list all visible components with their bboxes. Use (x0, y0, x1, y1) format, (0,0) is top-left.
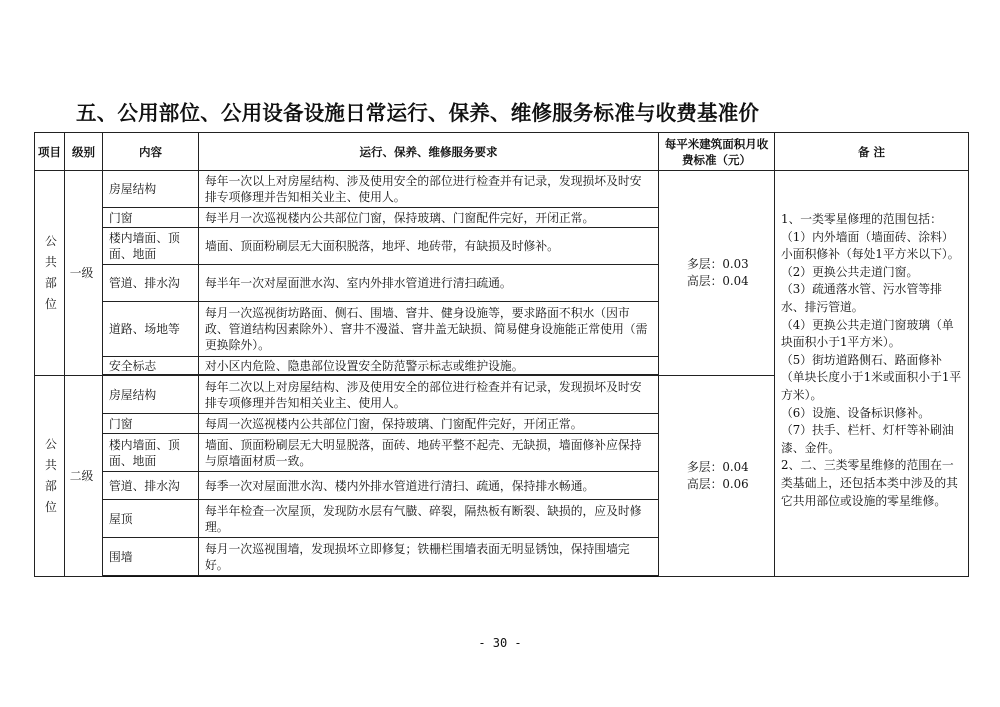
requirement-cell: 墙面、顶面粉刷层无大面积脱落，地坪、地砖带，有缺损及时修补。 (199, 228, 659, 265)
requirement-cell: 每半月一次巡视楼内公共部位门窗，保持玻璃、门窗配件完好，开闭正常。 (199, 208, 659, 228)
header-row (35, 133, 969, 171)
page-title: 五、公用部位、公用设备设施日常运行、保养、维修服务标准与收费基准价 (76, 101, 760, 125)
fee-cell (659, 376, 775, 577)
page-number: - 30 - (478, 636, 522, 650)
requirement-cell: 每半年检查一次屋顶，发现防水层有气臌、碎裂，隔热板有断裂、缺损的，应及时修理。 (199, 500, 659, 538)
item-cell: 公共部位 (35, 376, 65, 577)
fee-highrise: 高层：0.06 (687, 477, 749, 491)
header-level: 级别 (65, 133, 103, 171)
header-remark: 备 注 (775, 133, 969, 171)
fee-highrise: 高层：0.04 (687, 274, 749, 288)
requirement-cell: 墙面、顶面粉刷层无大明显脱落，面砖、地砖平整不起壳、无缺损，墙面修补应保持与原墙面材质一致。 (199, 434, 659, 472)
requirement-cell: 每年一次以上对房屋结构、涉及使用安全的部位进行检查并有记录，发现损坏及时安排专项修理并告知相关业主、使用人。 (199, 171, 659, 208)
level-cell: 二级 (65, 376, 103, 577)
level-cell: 一级 (65, 171, 103, 376)
content-cell: 安全标志 (103, 357, 199, 375)
remark-line: （5）街坊道路侧石、路面修补（单块长度小于1米或面积小于1平方米）。 (781, 352, 962, 402)
item-cell: 公共部位 (35, 171, 65, 376)
fee-multistorey: 多层：0.03 (687, 257, 749, 271)
content-cell: 门窗 (103, 208, 199, 228)
fee-multistorey: 多层：0.04 (687, 460, 749, 474)
requirement-cell: 每半年一次对屋面泄水沟、室内外排水管道进行清扫疏通。 (199, 265, 659, 302)
remark-line: （4）更换公共走道门窗玻璃（单块面积小于1平方米）。 (781, 317, 954, 350)
content-cell: 楼内墙面、顶面、地面 (103, 228, 199, 265)
content-cell: 房屋结构 (103, 171, 199, 208)
content-cell: 房屋结构 (103, 376, 199, 414)
header-content: 内容 (103, 133, 199, 171)
header-requirement: 运行、保养、维修服务要求 (199, 133, 659, 171)
remark-line: （2）更换公共走道门窗。 (781, 264, 919, 279)
remark-line: （6）设施、设备标识修补。 (781, 405, 931, 420)
remark-line: 1、一类零星修理的范围包括： (781, 212, 942, 226)
content-cell: 道路、场地等 (103, 302, 199, 357)
header-fee: 每平米建筑面积月收费标准（元） (659, 133, 775, 171)
content-cell: 围墙 (103, 538, 199, 576)
remarks-cell (775, 171, 969, 577)
remark-line: 2、二、三类零星维修的范围在一类基础上，还包括本类中涉及的其它共用部位或设施的零星维修。 (781, 458, 958, 508)
requirement-cell: 每季一次对屋面泄水沟、楼内外排水管道进行清扫、疏通，保持排水畅通。 (199, 472, 659, 500)
requirement-cell: 对小区内危险、隐患部位设置安全防范警示标志或维护设施。 (199, 357, 659, 375)
requirement-cell: 每月一次巡视围墙，发现损坏立即修复；铁栅栏围墙表面无明显锈蚀，保持围墙完好。 (199, 538, 659, 576)
table-row (35, 171, 969, 208)
fee-cell (659, 171, 775, 376)
remark-line: （7）扶手、栏杆、灯杆等补刷油漆、金件。 (781, 423, 954, 455)
header-item: 项目 (35, 133, 65, 171)
content-cell: 管道、排水沟 (103, 265, 199, 302)
content-cell: 门窗 (103, 414, 199, 434)
remark-line: （1）内外墙面（墙面砖、涂料）小面积修补（每处1平方米以下）。 (781, 229, 960, 262)
requirement-cell: 每周一次巡视楼内公共部位门窗，保持玻璃、门窗配件完好，开闭正常。 (199, 414, 659, 434)
requirement-cell: 每年二次以上对房屋结构、涉及使用安全的部位进行检查并有记录，发现损坏及时安排专项修理并告知相关业主、使用人。 (199, 376, 659, 414)
content-cell: 管道、排水沟 (103, 472, 199, 500)
content-cell: 屋顶 (103, 500, 199, 538)
requirement-cell: 每月一次巡视街坊路面、侧石、围墙、窨井、健身设施等，要求路面不积水（因市政、管道结构因素除外）、窨井不漫溢、窨井盖无缺损、简易健身设施能正常使用（需更换除外）。 (199, 302, 659, 357)
remark-line: （3）疏通落水管、污水管等排水、排污管道。 (781, 282, 942, 314)
service-standard-table (34, 132, 969, 577)
content-cell: 楼内墙面、顶面、地面 (103, 434, 199, 472)
